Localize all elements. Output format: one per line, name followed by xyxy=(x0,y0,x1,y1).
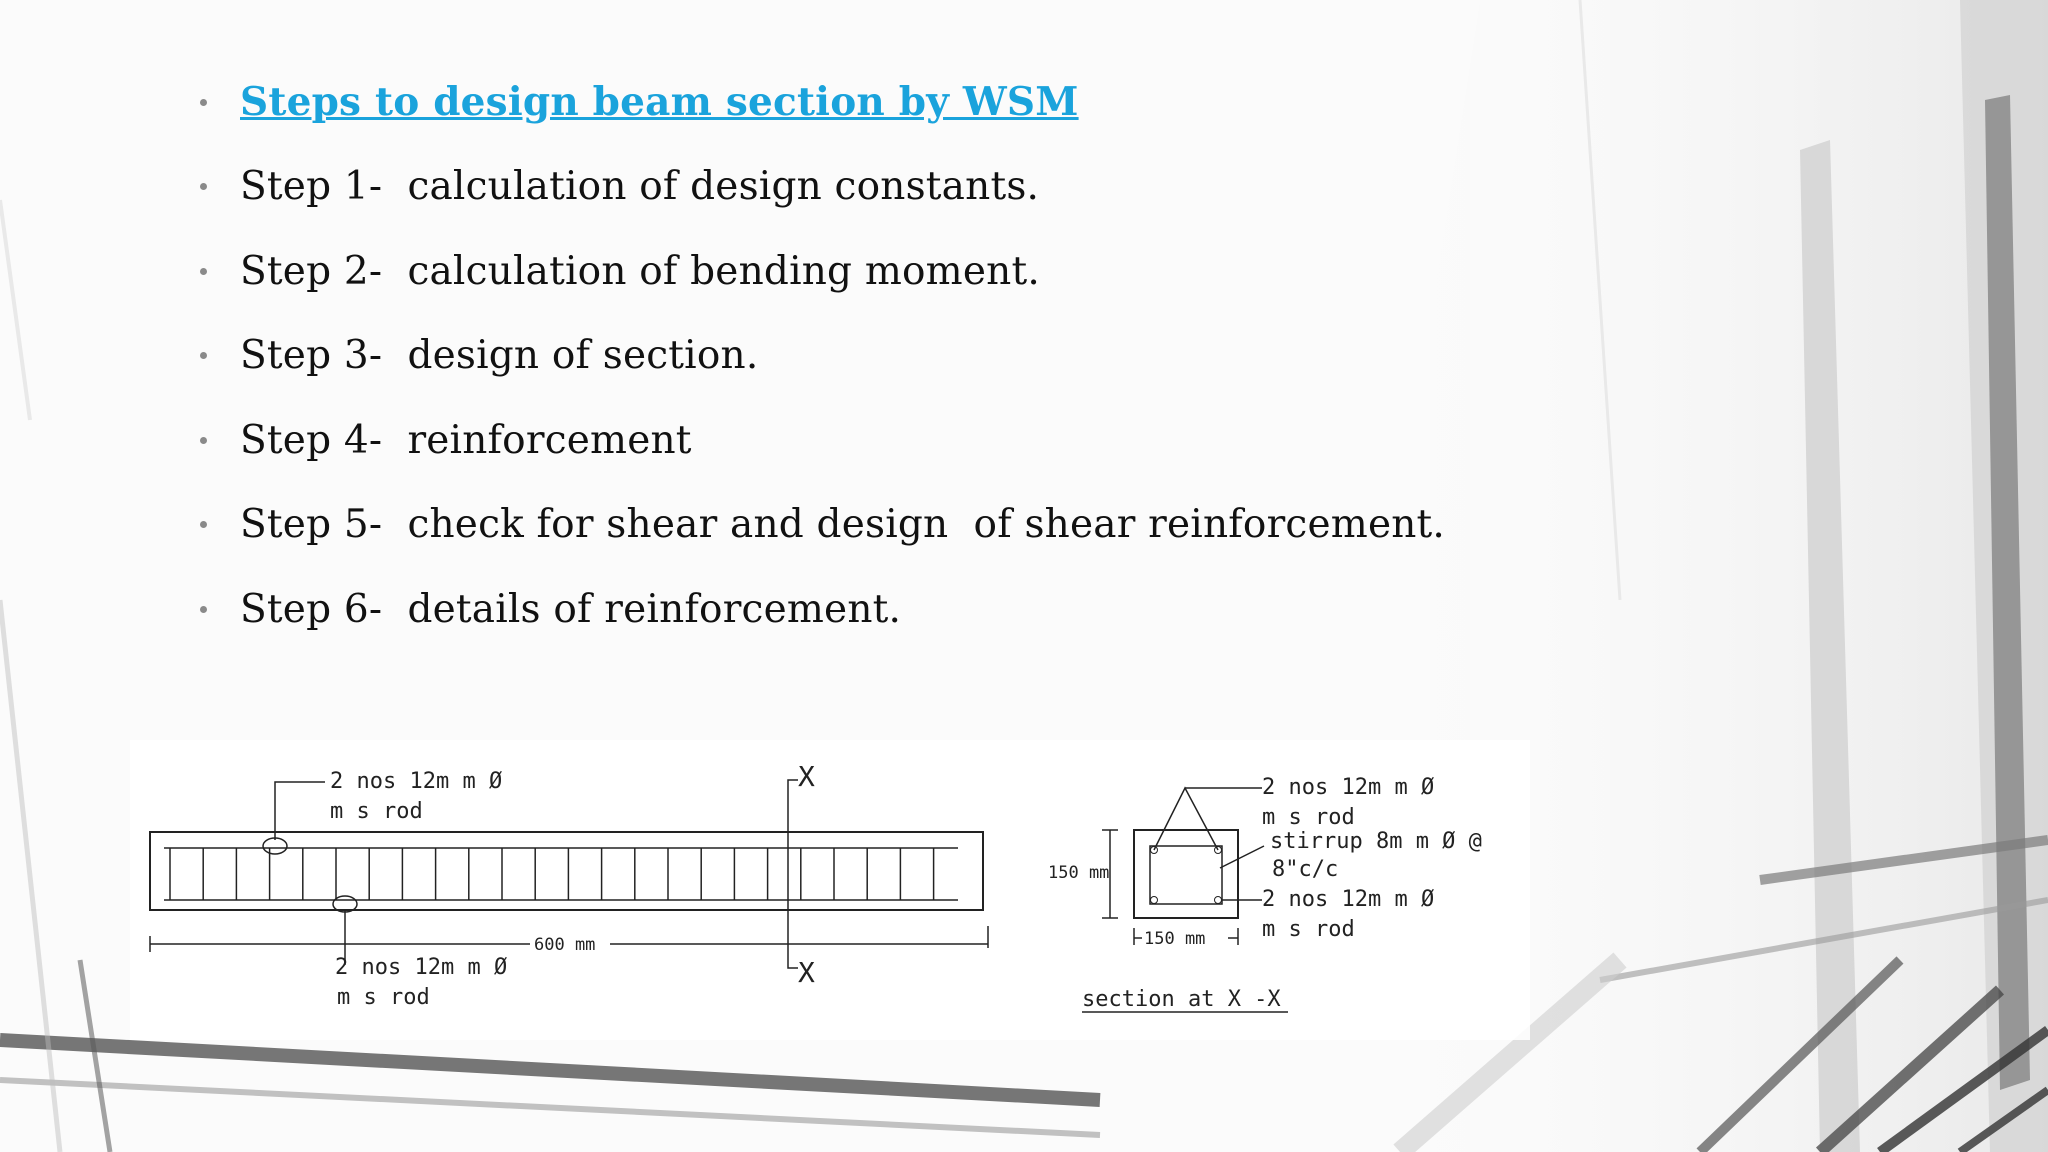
step-text-5: Step 5- check for shear and design of shear reinforcement. xyxy=(240,502,1446,548)
bullet-icon xyxy=(200,352,207,359)
step-text-4: Step 4- reinforcement xyxy=(240,417,692,463)
step-item-1 xyxy=(200,145,1445,230)
bullet-icon xyxy=(200,521,207,528)
beam-bottom-bar-label-1: 2 nos 12m m Ø xyxy=(335,955,508,980)
steps-list xyxy=(200,60,1445,652)
step-text-2: Step 2- calculation of bending moment. xyxy=(240,248,1040,294)
bullet-icon xyxy=(200,437,207,444)
step-item-3 xyxy=(200,314,1445,399)
step-item-6 xyxy=(200,567,1445,652)
section-width-label: 150 mm xyxy=(1144,929,1206,949)
stirrup-label-2: 8"c/c xyxy=(1272,857,1339,882)
step-text-1: Step 1- calculation of design constants. xyxy=(240,164,1040,210)
bullet-icon xyxy=(200,268,207,275)
section-top-bar-label-1: 2 nos 12m m Ø xyxy=(1262,775,1435,800)
section-bottom-bar-label-2: m s rod xyxy=(1262,917,1355,942)
step-text-6: Step 6- details of reinforcement. xyxy=(240,586,902,632)
beam-reinforcement-diagram xyxy=(130,740,1530,1040)
section-bottom-bar-label-1: 2 nos 12m m Ø xyxy=(1262,887,1435,912)
section-height-label: 150 mm xyxy=(1048,863,1110,883)
section-mark-top: X xyxy=(798,760,815,793)
heading-item xyxy=(200,60,1445,145)
bullet-icon xyxy=(200,183,207,190)
step-item-4 xyxy=(200,398,1445,483)
step-item-5 xyxy=(200,483,1445,568)
bullet-icon xyxy=(200,606,207,613)
section-top-bar-label-2: m s rod xyxy=(1262,805,1355,830)
beam-top-bar-label-2: m s rod xyxy=(330,799,423,824)
step-item-2 xyxy=(200,229,1445,314)
section-caption: section at X -X xyxy=(1082,987,1281,1012)
beam-bottom-bar-label-2: m s rod xyxy=(337,985,430,1010)
step-text-3: Step 3- design of section. xyxy=(240,333,759,379)
bullet-icon xyxy=(200,99,207,106)
beam-top-bar-label-1: 2 nos 12m m Ø xyxy=(330,769,503,794)
slide-heading-link[interactable]: Steps to design beam section by WSM xyxy=(240,79,1079,126)
section-mark-bottom: X xyxy=(798,956,815,989)
beam-span-label: 600 mm xyxy=(534,935,596,955)
stirrup-label-1: stirrup 8m m Ø @ xyxy=(1270,829,1482,854)
